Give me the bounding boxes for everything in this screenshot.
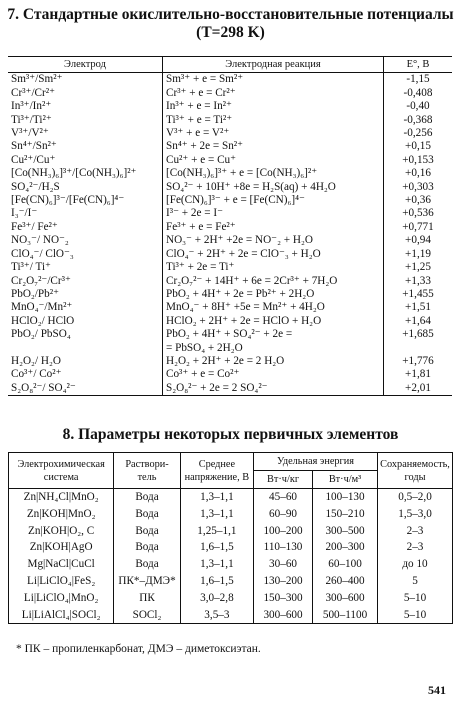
potential-cell: +0,16	[405, 167, 431, 180]
system-cell: Li|LiClO₄|FeS₂	[9, 573, 114, 590]
potential-cell: +0,771	[402, 220, 434, 233]
table-row	[8, 328, 452, 341]
reaction-cell: PbO₂ + 4H⁺ + SO₄²⁻ + 2e =	[163, 328, 384, 341]
solvent-cell: Вода	[114, 523, 180, 540]
header-energy: Удельная энергия	[254, 453, 378, 471]
table-row	[9, 590, 453, 607]
potential-cell: +2,01	[384, 382, 453, 396]
electrode-cell: PbO₂/ PbSO₄	[8, 328, 163, 341]
table-row	[9, 539, 453, 556]
electrode-cell: Sm³⁺/Sm²⁺	[8, 73, 163, 87]
system-cell: Li|LiAlCl₄|SOCl₂	[9, 607, 114, 624]
energy-kg-cell: 130–200	[254, 573, 313, 590]
reaction-cell: Co³⁺ + e = Co²⁺	[163, 368, 384, 381]
storage-cell: до 10	[378, 556, 453, 573]
energy-kg-cell: 100–200	[254, 523, 313, 540]
table-row	[8, 181, 452, 194]
table-row	[8, 154, 452, 167]
system-cell: Zn|KOH|O₂, C	[9, 523, 114, 540]
storage-cell: 1,5–3,0	[378, 506, 453, 523]
potential-cell: +0,94	[405, 234, 431, 247]
system-cell: Li|LiClO₄|MnO₂	[9, 590, 114, 607]
solvent-cell: ПК	[114, 590, 180, 607]
section-7-title	[0, 6, 461, 42]
table-row	[9, 607, 453, 624]
voltage-cell: 3,0–2,8	[180, 590, 253, 607]
energy-kg-cell: 60–90	[254, 506, 313, 523]
table-row	[8, 194, 452, 207]
energy-kg-cell: 150–300	[254, 590, 313, 607]
electrode-cell: Ti³⁺/Ti²⁺	[8, 114, 163, 127]
table-row	[8, 261, 452, 274]
reaction-cell: NO₃⁻ + 2H⁺ +2e = NO⁻₂ + H₂O	[163, 234, 384, 247]
potential-cell: +1,455	[402, 287, 434, 300]
header-voltage: Среднее напряжение, В	[180, 453, 253, 489]
reaction-cell: PbO₂ + 4H⁺ + 2e = Pb²⁺ + 2H₂O	[163, 288, 384, 301]
table-row	[9, 489, 453, 506]
voltage-cell: 3,5–3	[180, 607, 253, 624]
table-header-row	[8, 57, 452, 73]
reaction-cell: Sm³⁺ + e = Sm²⁺	[163, 73, 384, 87]
table-row	[8, 355, 452, 368]
header-energy-kg: Вт·ч/кг	[254, 471, 313, 489]
table-row	[9, 573, 453, 590]
table-row	[8, 127, 452, 140]
table-row	[8, 368, 452, 381]
potential-cell: +1,776	[402, 354, 434, 367]
potential-cell: -1,15	[406, 73, 430, 86]
reaction-cell: Cu²⁺ + e = Cu⁺	[163, 154, 384, 167]
reaction-cell: Sn⁴⁺ + 2e = Sn²⁺	[163, 140, 384, 153]
electrode-cell: Ti³⁺/ Ti⁺	[8, 261, 163, 274]
potential-cell: +0,153	[402, 153, 434, 166]
potential-cell: -0,256	[403, 127, 433, 140]
electrode-cell: PbO₂/Pb²⁺	[8, 288, 163, 301]
electrode-cell: SO₄²⁻/H₂S	[8, 181, 163, 194]
potential-cell: +1,64	[405, 314, 431, 327]
table-row	[8, 234, 452, 247]
potential-cell: +0,36	[405, 194, 431, 207]
voltage-cell: 1,3–1,1	[180, 556, 253, 573]
solvent-cell: Вода	[114, 556, 180, 573]
header-energy-m3: Вт·ч/м³	[313, 471, 378, 489]
system-cell: Mg|NaCl|CuCl	[9, 556, 114, 573]
solvent-cell: SOCl₂	[114, 607, 180, 624]
table-row	[8, 73, 452, 87]
solvent-cell: Вода	[114, 506, 180, 523]
table-row	[8, 342, 452, 355]
electrode-cell: MnO₄⁻/Mn²⁺	[8, 301, 163, 314]
potential-cell: +1,685	[402, 328, 434, 341]
reaction-cell: In³⁺ + e = In²⁺	[163, 100, 384, 113]
table-row	[8, 315, 452, 328]
voltage-cell: 1,6–1,5	[180, 573, 253, 590]
storage-cell: 2–3	[378, 523, 453, 540]
reaction-cell: MnO₄⁻ + 8H⁺ +5e = Mn²⁺ + 4H₂O	[163, 301, 384, 314]
header-system: Электрохимическая система	[9, 453, 114, 489]
potential-cell: +1,33	[405, 274, 431, 287]
potential-cell	[384, 342, 453, 355]
reaction-cell: S₂O₈²⁻ + 2e = 2 SO₄²⁻	[163, 382, 384, 396]
table-row	[8, 100, 452, 113]
system-cell: Zn|KOH|MnO₂	[9, 506, 114, 523]
reaction-cell: H₂O₂ + 2H⁺ + 2e = 2 H₂O	[163, 355, 384, 368]
electrode-cell: ClO₄⁻/ ClO⁻₃	[8, 248, 163, 261]
storage-cell: 0,5–2,0	[378, 489, 453, 506]
reaction-cell: = PbSO₄ + 2H₂O	[163, 342, 384, 355]
potential-cell: -0,40	[406, 100, 430, 113]
header-storage: Сохраняемость, годы	[378, 453, 453, 489]
table-row	[9, 556, 453, 573]
electrode-cell: S₂O₈²⁻/ SO₄²⁻	[8, 382, 163, 396]
reaction-cell: Cr³⁺ + e = Cr²⁺	[163, 87, 384, 100]
potential-cell: -0,368	[403, 113, 433, 126]
table-row	[8, 248, 452, 261]
storage-cell: 5–10	[378, 607, 453, 624]
header-electrode: Электрод	[8, 57, 163, 73]
potential-cell: -0,408	[403, 86, 433, 99]
system-cell: Zn|NH₄Cl|MnO₂	[9, 489, 114, 506]
potential-cell: +1,19	[405, 247, 431, 260]
table-row	[8, 301, 452, 314]
energy-m3-cell: 100–130	[313, 489, 378, 506]
electrode-cell: Cr³⁺/Cr²⁺	[8, 87, 163, 100]
voltage-cell: 1,25–1,1	[180, 523, 253, 540]
reaction-cell: ClO₄⁻ + 2H⁺ + 2e = ClO⁻₃ + H₂O	[163, 248, 384, 261]
reaction-cell: V³⁺ + e = V²⁺	[163, 127, 384, 140]
potential-cell: +1,81	[405, 368, 431, 381]
electrode-cell: I₃⁻/I⁻	[8, 207, 163, 220]
energy-m3-cell: 200–300	[313, 539, 378, 556]
potential-cell: +1,51	[405, 301, 431, 314]
storage-cell: 2–3	[378, 539, 453, 556]
energy-m3-cell: 500–1100	[313, 607, 378, 624]
voltage-cell: 1,3–1,1	[180, 489, 253, 506]
voltage-cell: 1,6–1,5	[180, 539, 253, 556]
header-solvent: Раствори-тель	[114, 453, 180, 489]
solvent-cell: ПК*–ДМЭ*	[114, 573, 180, 590]
footnote: * ПК – пропиленкарбонат, ДМЭ – диметоксиэтан.	[16, 643, 261, 655]
potential-cell: +0,15	[405, 140, 431, 153]
energy-kg-cell: 30–60	[254, 556, 313, 573]
system-cell: Zn|KOH|AgO	[9, 539, 114, 556]
energy-m3-cell: 60–100	[313, 556, 378, 573]
solvent-cell: Вода	[114, 489, 180, 506]
reaction-cell: HClO₂ + 2H⁺ + 2e = HClO + H₂O	[163, 315, 384, 328]
primary-cells-body	[9, 489, 453, 624]
electrode-cell: [Co(NH₃)₆]³⁺/[Co(NH₃)₆]²⁺	[8, 167, 163, 180]
table-row	[8, 114, 452, 127]
energy-kg-cell: 110–130	[254, 539, 313, 556]
electrode-cell	[8, 342, 163, 355]
reaction-cell: [Fe(CN)₆]³⁻ + e = [Fe(CN)₆]⁴⁻	[163, 194, 384, 207]
table-row	[8, 382, 452, 396]
potential-cell: +0,303	[402, 180, 434, 193]
electrode-cell: V³⁺/V²⁺	[8, 127, 163, 140]
section-8-title: 8. Параметры некоторых первичных элементов	[62, 426, 399, 443]
reaction-cell: I³⁻ + 2e = I⁻	[163, 207, 384, 220]
reaction-cell: Ti³⁺ + e = Ti²⁺	[163, 114, 384, 127]
table-row	[8, 275, 452, 288]
table-row	[9, 523, 453, 540]
electrode-cell: NO₃⁻/ NO⁻₂	[8, 234, 163, 247]
electrode-cell: [Fe(CN)₆]³⁻/[Fe(CN)₆]⁴⁻	[8, 194, 163, 207]
voltage-cell: 1,3–1,1	[180, 506, 253, 523]
reaction-cell: [Co(NH₃)₆]³⁺ + e = [Co(NH₃)₆]²⁺	[163, 167, 384, 180]
table-row	[8, 140, 452, 153]
reaction-cell: Fe³⁺ + e = Fe²⁺	[163, 221, 384, 234]
table-row	[8, 207, 452, 220]
table-row	[8, 221, 452, 234]
electrode-cell: Cr₂O₇²⁻/Cr³⁺	[8, 275, 163, 288]
redox-potentials-table	[8, 56, 452, 396]
potential-cell: +0,536	[402, 207, 434, 220]
reaction-cell: SO₄²⁻ + 10H⁺ +8e = H₂S(aq) + 4H₂O	[163, 181, 384, 194]
electrode-cell: HClO₂/ HClO	[8, 315, 163, 328]
reaction-cell: Ti³⁺ + 2e = Ti⁺	[163, 261, 384, 274]
reaction-cell: Cr₂O₇²⁻ + 14H⁺ + 6e = 2Cr³⁺ + 7H₂O	[163, 275, 384, 288]
energy-kg-cell: 45–60	[254, 489, 313, 506]
table-row	[8, 288, 452, 301]
page-number: 541	[428, 683, 446, 697]
header-potential: E°, B	[384, 57, 453, 73]
redox-table-body	[8, 73, 452, 396]
electrode-cell: Co³⁺/ Co²⁺	[8, 368, 163, 381]
electrode-cell: In³⁺/In²⁺	[8, 100, 163, 113]
section-7-title-line1: 7. Стандартные окислительно-восстановительные потенциалы	[7, 6, 454, 23]
storage-cell: 5	[378, 573, 453, 590]
energy-kg-cell: 300–600	[254, 607, 313, 624]
energy-m3-cell: 300–500	[313, 523, 378, 540]
energy-m3-cell: 150–210	[313, 506, 378, 523]
primary-cells-table	[8, 452, 453, 624]
electrode-cell: H₂O₂/ H₂O	[8, 355, 163, 368]
section-7-title-line2: (T=298 K)	[196, 24, 265, 41]
solvent-cell: Вода	[114, 539, 180, 556]
table-row	[8, 167, 452, 180]
energy-m3-cell: 300–600	[313, 590, 378, 607]
electrode-cell: Sn⁴⁺/Sn²⁺	[8, 140, 163, 153]
table-row	[8, 87, 452, 100]
storage-cell: 5–10	[378, 590, 453, 607]
electrode-cell: Cu²⁺/Cu⁺	[8, 154, 163, 167]
table-row	[9, 506, 453, 523]
potential-cell: +1,25	[405, 261, 431, 274]
energy-m3-cell: 260–400	[313, 573, 378, 590]
header-reaction: Электродная реакция	[163, 57, 384, 73]
electrode-cell: Fe³⁺/ Fe²⁺	[8, 221, 163, 234]
